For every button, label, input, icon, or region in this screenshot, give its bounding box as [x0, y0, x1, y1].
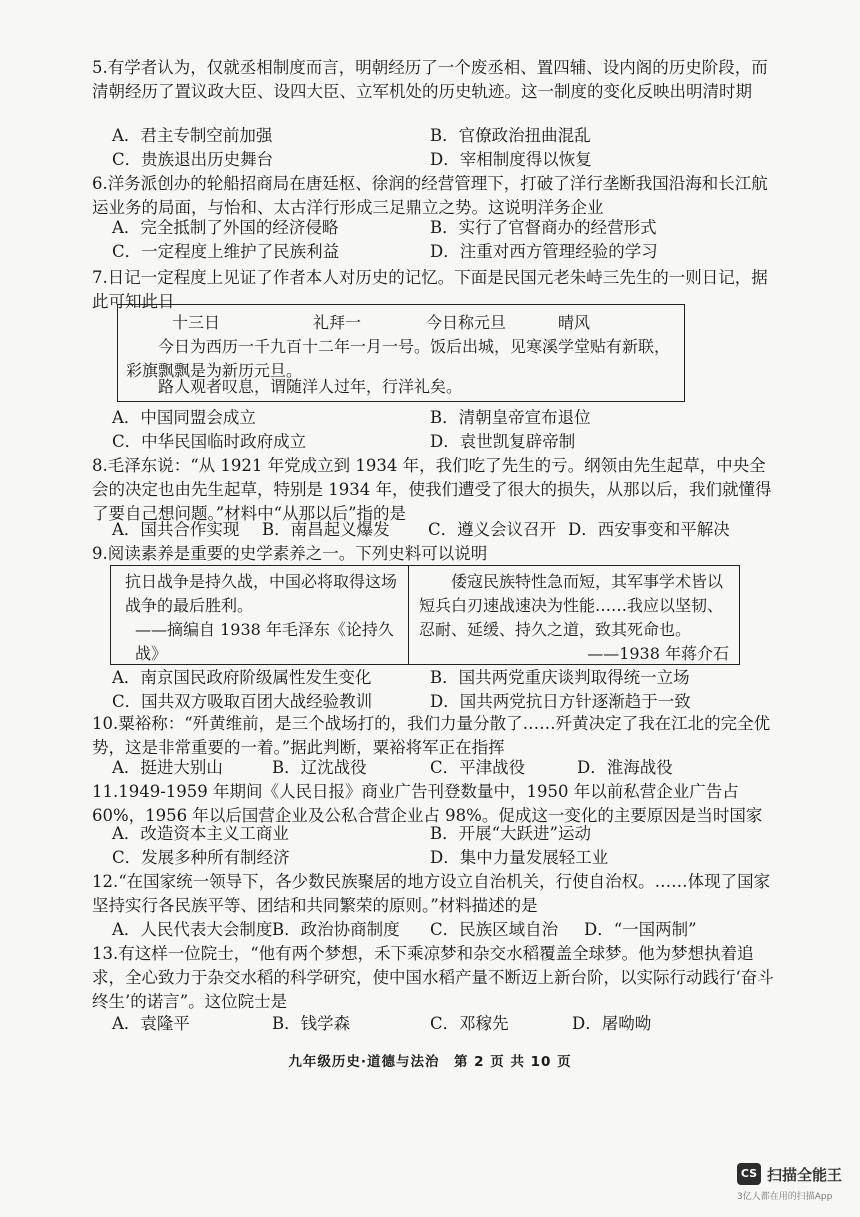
page-footer: 九年级历史·道德与法治 第 2 页 共 10 页	[288, 1054, 572, 1070]
question-10-option-d[interactable]: D．淮海战役	[577, 758, 673, 777]
question-10-stem: 10.粟裕称：“歼黄维前，是三个战场打的，我们力量分散了……歼黄决定了我在江北的完全优势，这是非常重要的一着。”据此判断，粟裕将军正在指挥	[92, 714, 771, 757]
question-11-stem: 11.1949-1959 年期间《人民日报》商业广告刊登数量中，1950 年以前私营企业广告占 60%，1956 年以后国营企业及公私合营企业占 98%。促成这一变化的主要原因是当时国家	[92, 782, 763, 825]
question-11-option-b[interactable]: B．开展“大跃进”运动	[430, 824, 591, 843]
question-6-stem: 6.洋务派创办的轮船招商局在唐廷枢、徐润的经营管理下，打破了洋行垄断我国沿海和长江航运业务的局面，与怡和、太古洋行形成三足鼎立之势。这说明洋务企业	[92, 174, 768, 217]
question-8-stem: 8.毛泽东说：“从 1921 年党成立到 1934 年，我们吃了先生的亏。纲领由先生起草，中央全会的决定也由先生起草，特别是 1934 年，使我们遭受了很大的损失，从那以后，我们就懂得了要自己想问题。”材料中“从那以后”指的是	[92, 456, 772, 523]
source-right-citation: ——1938 年蒋介石	[587, 644, 729, 663]
question-13-option-a[interactable]: A．袁隆平	[112, 1014, 190, 1033]
question-6-option-b[interactable]: B．实行了官督商办的经营形式	[430, 218, 657, 237]
question-9-stem: 9.阅读素养是重要的史学素养之一。下列史料可以说明	[92, 544, 488, 563]
question-12-option-b[interactable]: B．政治协商制度	[272, 920, 400, 939]
question-13-option-d[interactable]: D．屠呦呦	[572, 1014, 652, 1033]
question-8-option-a[interactable]: A．国共合作实现	[112, 520, 240, 539]
question-10-option-c[interactable]: C．平津战役	[430, 758, 526, 777]
question-11-option-a[interactable]: A．改造资本主义工商业	[112, 824, 289, 843]
question-6-option-c[interactable]: C．一定程度上维护了民族利益	[112, 242, 340, 261]
question-12-option-c[interactable]: C．民族区域自治	[430, 920, 559, 939]
diary-box	[117, 304, 685, 402]
question-8-option-c[interactable]: C．遵义会议召开	[428, 520, 557, 539]
question-13-option-b[interactable]: B．钱学森	[272, 1014, 351, 1033]
question-7-option-b[interactable]: B．清朝皇帝宣布退位	[430, 408, 591, 427]
diary-weekday: 礼拜一	[313, 313, 362, 332]
watermark-tagline: 3亿人都在用的扫描App	[737, 1192, 833, 1202]
source-right	[409, 566, 739, 664]
question-7-option-a[interactable]: A．中国同盟会成立	[112, 408, 256, 427]
question-5-option-b[interactable]: B．官僚政治扭曲混乱	[430, 126, 591, 145]
question-12-stem: 12.“在国家统一领导下，各少数民族聚居的地方设立自治机关，行使自治权。……体现了国家坚持实行各民族平等、团结和共同繁荣的原则。”材料描述的是	[92, 872, 771, 915]
diary-note: 今日称元旦	[426, 313, 507, 332]
sources-box	[110, 565, 740, 665]
source-left-citation: ——摘编自 1938 年毛泽东《论持久战》	[135, 620, 394, 663]
question-11-option-d[interactable]: D．集中力量发展轻工业	[430, 848, 609, 867]
question-5-stem: 5.有学者认为，仅就丞相制度而言，明朝经历了一个废丞相、置四辅、设内阁的历史阶段，而清朝经历了置议政大臣、设四大臣、立军机处的历史轨迹。这一制度的变化反映出明清时期	[92, 58, 768, 101]
question-8-option-d[interactable]: D．西安事变和平解决	[568, 520, 730, 539]
watermark-name: 扫描全能王	[767, 1166, 843, 1184]
question-9-option-a[interactable]: A．南京国民政府阶级属性发生变化	[112, 668, 372, 687]
question-5-option-a[interactable]: A．君主专制空前加强	[112, 126, 273, 145]
question-10-option-b[interactable]: B．辽沈战役	[272, 758, 367, 777]
question-7-stem: 7.日记一定程度上见证了作者本人对历史的记忆。下面是民国元老朱峙三先生的一则日记，据此可知此日	[92, 268, 768, 311]
source-right-text: 倭寇民族特性急而短，其军事学术皆以短兵白刃速战速决为性能……我应以坚韧、忍耐、延缓、持久之道，致其死命也。	[419, 572, 724, 639]
question-12-option-a[interactable]: A．人民代表大会制度	[112, 920, 273, 939]
diary-date: 十三日	[172, 313, 221, 332]
question-6-option-a[interactable]: A．完全抵制了外国的经济侵略	[112, 218, 339, 237]
question-9-option-c[interactable]: C．国共双方吸取百团大战经验教训	[112, 692, 373, 711]
question-5-option-c[interactable]: C．贵族退出历史舞台	[112, 150, 274, 169]
question-12-option-d[interactable]: D．“一国两制”	[584, 920, 697, 939]
source-left	[111, 566, 409, 664]
question-9-option-d[interactable]: D．国共两党抗日方针逐渐趋于一致	[430, 692, 691, 711]
question-13-stem: 13.有这样一位院士，“他有两个梦想，禾下乘凉梦和杂交水稻覆盖全球梦。他为梦想执着追求，全心致力于杂交水稻的科学研究，使中国水稻产量不断迈上新台阶，以实际行动践行‘奋斗终生’的诺言”。这位院士是	[92, 944, 774, 1011]
question-9-option-b[interactable]: B．国共两党重庆谈判取得统一立场	[430, 668, 690, 687]
diary-line-2: 路人观者叹息，谓随洋人过年，行洋礼矣。	[158, 377, 463, 396]
camscanner-icon: CS	[737, 1163, 761, 1185]
source-left-text: 抗日战争是持久战，中国必将取得这场战争的最后胜利。	[125, 572, 398, 615]
question-7-option-c[interactable]: C．中华民国临时政府成立	[112, 432, 307, 451]
diary-weather: 晴风	[558, 313, 591, 332]
question-8-option-b[interactable]: B．南昌起义爆发	[262, 520, 390, 539]
question-13-option-c[interactable]: C．邓稼先	[430, 1014, 509, 1033]
question-10-option-a[interactable]: A．挺进大别山	[112, 758, 223, 777]
question-6-option-d[interactable]: D．注重对西方管理经验的学习	[430, 242, 658, 261]
diary-line-1: 今日为西历一千九百十二年一月一号。饭后出城，见寒溪学堂贴有新联，彩旗飘飘是为新历元旦。	[126, 337, 671, 380]
question-7-option-d[interactable]: D．袁世凯复辟帝制	[430, 432, 576, 451]
question-11-option-c[interactable]: C．发展多种所有制经济	[112, 848, 290, 867]
question-5-option-d[interactable]: D．宰相制度得以恢复	[430, 150, 592, 169]
